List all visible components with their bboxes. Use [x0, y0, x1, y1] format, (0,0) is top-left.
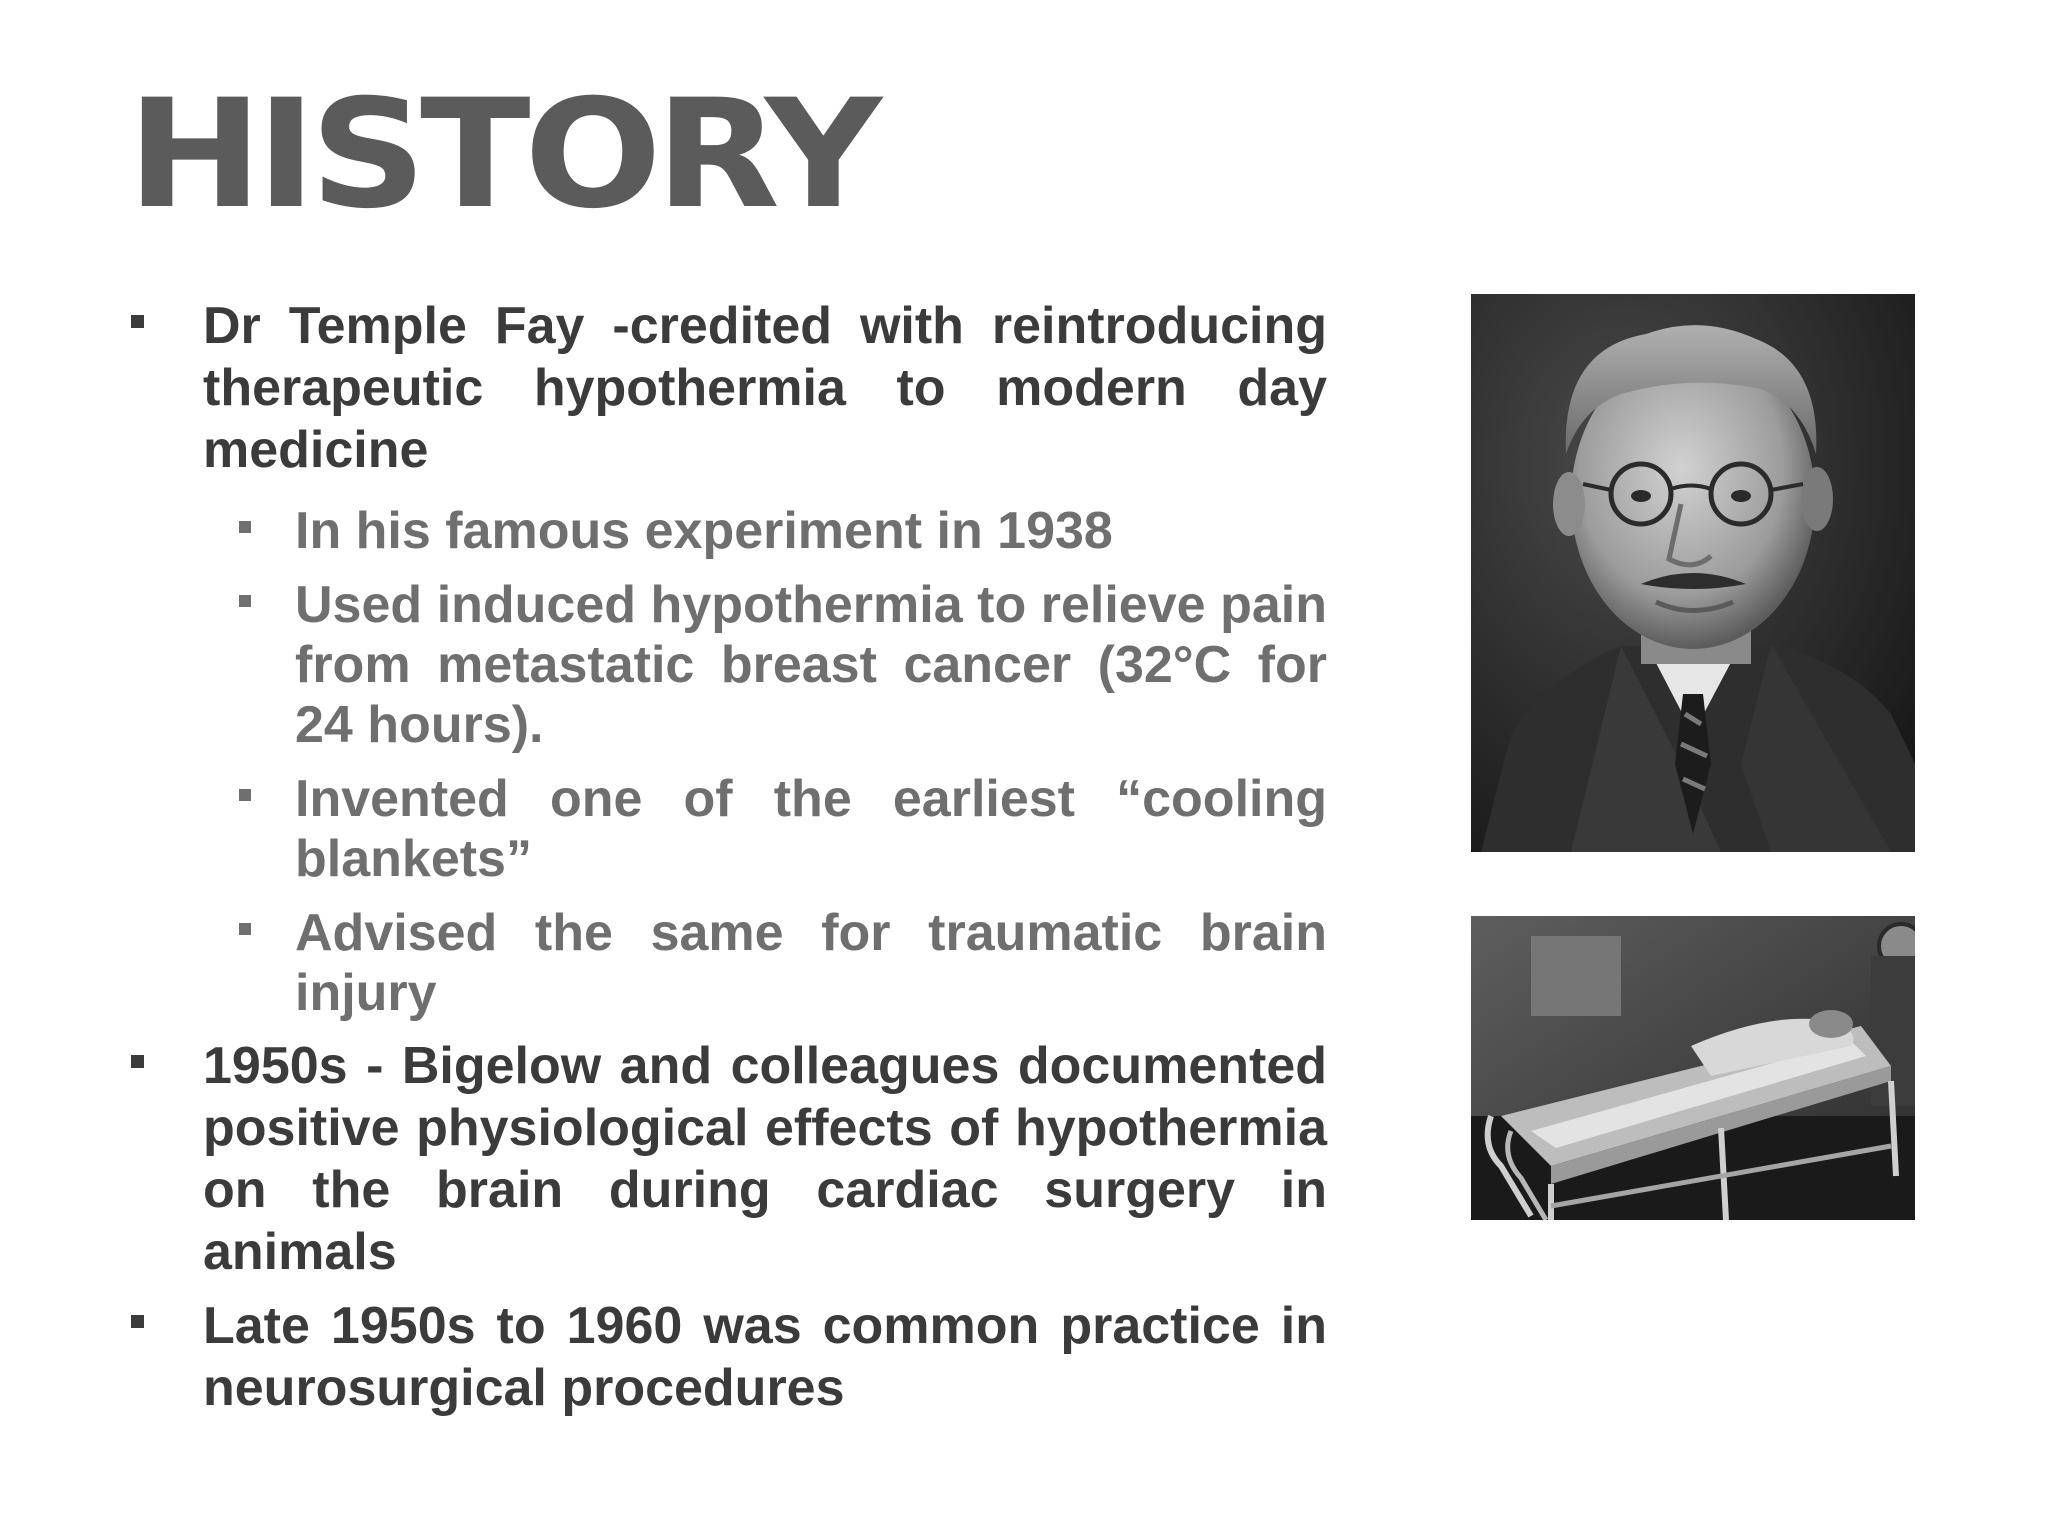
- square-bullet-icon: [131, 1055, 144, 1068]
- bullet-item-bigelow: [127, 1035, 1327, 1283]
- bullet-text: Dr Temple Fay -credited with reintroducing therapeutic hypothermia to modern day medicine: [203, 297, 1327, 479]
- sub-bullet-text: Advised the same for traumatic brain injury: [295, 904, 1327, 1022]
- sub-bullet-item: [235, 501, 1327, 561]
- square-bullet-icon: [239, 789, 251, 801]
- bullet-text: Late 1950s to 1960 was common practice in neurosurgical procedures: [203, 1297, 1327, 1417]
- bullet-text: 1950s - Bigelow and colleagues documented positive physiological effects of hypothermia on the brain during cardiac surgery in animals: [203, 1037, 1327, 1281]
- slide-title: HISTORY: [127, 68, 876, 242]
- portrait-photo: [1471, 294, 1915, 852]
- bullet-item-temple-fay: [127, 295, 1327, 1023]
- square-bullet-icon: [239, 521, 251, 533]
- sub-bullet-text: In his famous experiment in 1938: [295, 502, 1113, 560]
- square-bullet-icon: [239, 595, 251, 607]
- patient-bed-photo: [1471, 916, 1915, 1220]
- sub-bullet-item: [235, 903, 1327, 1023]
- sub-bullet-text: Invented one of the earliest “cooling blankets”: [295, 770, 1327, 888]
- sub-bullet-list: [203, 501, 1327, 1023]
- bullet-content: [127, 295, 1327, 1431]
- square-bullet-icon: [131, 315, 144, 328]
- square-bullet-icon: [131, 1315, 144, 1328]
- bullet-list: [127, 295, 1327, 1419]
- sub-bullet-text: Used induced hypothermia to relieve pain from metastatic breast cancer (32°C for 24 hours).: [295, 576, 1327, 754]
- sub-bullet-item: [235, 575, 1327, 755]
- square-bullet-icon: [239, 923, 251, 935]
- sub-bullet-item: [235, 769, 1327, 889]
- bullet-item-late-1950s: [127, 1295, 1327, 1419]
